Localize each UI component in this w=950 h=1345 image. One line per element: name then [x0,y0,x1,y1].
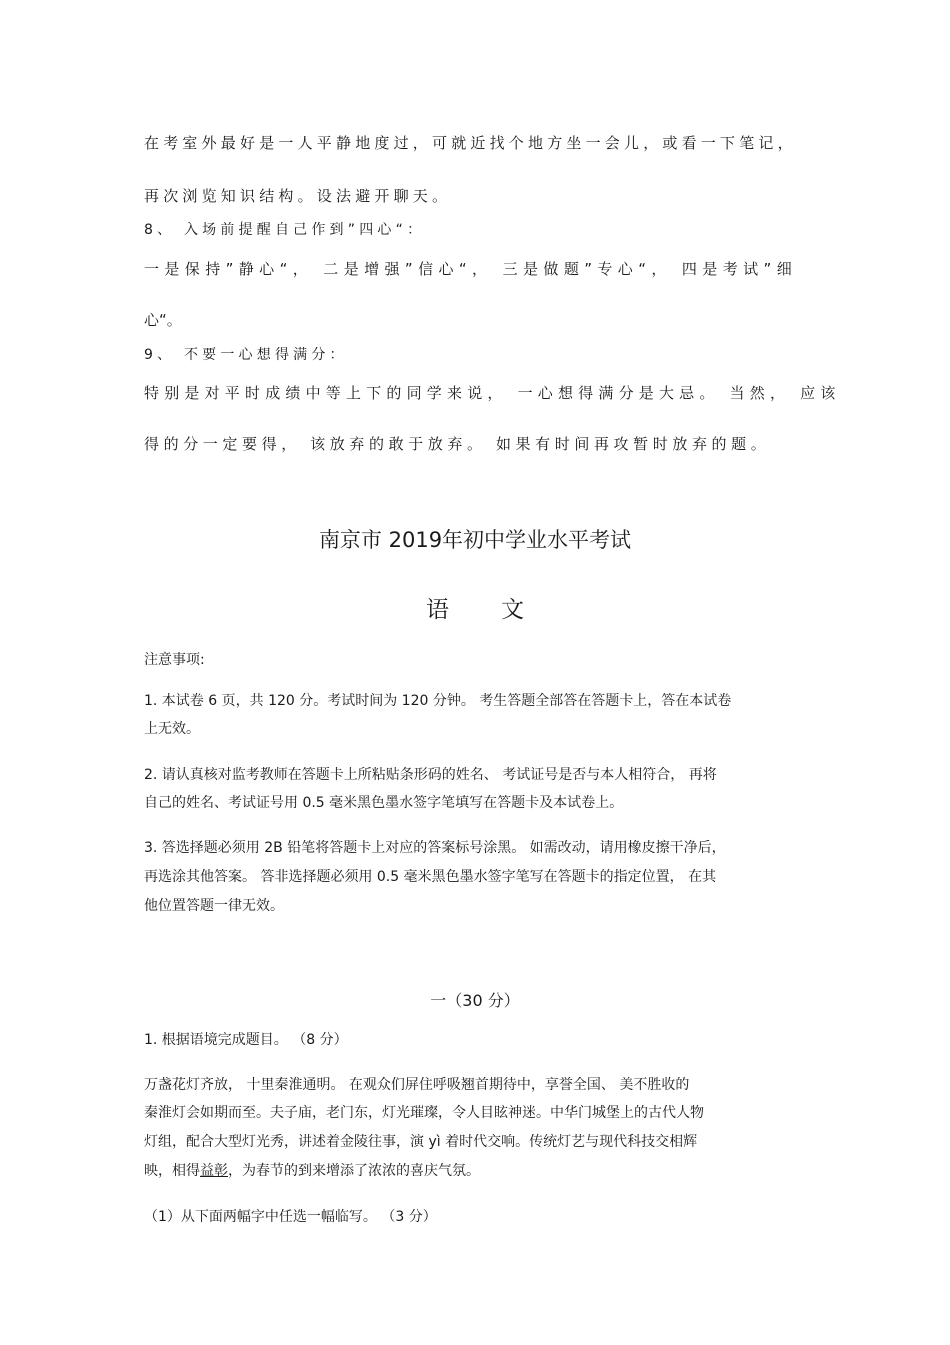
passage-line-4-start: 映，相得 [144,1163,200,1179]
question-1-sub-1: （1）从下面两幅字中任选一幅临写。 （3 分） [144,1209,437,1225]
prev-line-2: 再次浏览知识结构。设法避开聊天。 [144,187,452,205]
subject-char-1: 语 [426,597,449,623]
question-1-heading: 1. 根据语境完成题目。 （8 分） [144,1032,348,1048]
underlined-word: 益彰 [200,1163,228,1179]
prev-line-1: 在考室外最好是一人平静地度过，可就近找个地方坐一会儿，或看一下笔记， [144,134,797,152]
notice-2-line-2: 自己的姓名、考试证号用 0.5 毫米黑色墨水签字笔填写在答题卡及本试卷上。 [144,795,624,811]
tip-9-heading: 9、 不要一心想得满分： [144,347,348,363]
notice-heading: 注意事项: [144,652,205,668]
exam-subject [0,591,950,624]
passage-line-4-end: ，为春节的到来增添了浓浓的喜庆气氛。 [228,1163,480,1179]
passage-line-4 [144,1161,480,1181]
prev-line-8: 得的分一定要得， 该放弃的敢于放弃。 如果有时间再攻暂时放弃的题。 [144,435,771,453]
notice-1-line-2: 上无效。 [144,721,200,737]
passage-line-3: 灯组，配合大型灯光秀，讲述着金陵往事，演 yì 着时代交响。传统灯艺与现代科技交相辉 [144,1134,698,1150]
passage-line-2: 秦淮灯会如期而至。夫子庙，老门东，灯光璀璨，令人目眩神迷。中华门城堡上的古代人物 [144,1105,704,1121]
prev-line-5: 心“。 [144,311,182,329]
exam-title: 南京市 2019年初中学业水平考试 [318,528,632,552]
notice-3-line-1: 3. 答选择题必须用 2B 铅笔将答题卡上对应的答案标号涂黑。 如需改动，请用橡皮擦干净后， [144,840,726,856]
tip-8-heading: 8、 入场前提醒自己作到”四心“： [144,222,426,238]
subject-char-2: 文 [501,597,524,623]
notice-1-line-1: 1. 本试卷 6 页，共 120 分。考试时间为 120 分钟。 考生答题全部答在答题卡上，答在本试卷 [144,693,732,709]
prev-line-4: 一是保持”静心“， 二是增强”信心“， 三是做题”专心“， 四是考试”细 [144,260,798,278]
notice-3-line-3: 他位置答题一律无效。 [144,898,284,914]
passage-line-1: 万盏花灯齐放， 十里秦淮通明。 在观众们屏住呼吸翘首期待中，享誉全国、 美不胜收的 [144,1077,690,1093]
prev-line-7: 特别是对平时成绩中等上下的同学来说， 一心想得满分是大忌。 当然， 应该 [144,384,841,402]
section-heading: 一（30 分） [430,991,520,1010]
notice-3-line-2: 再选涂其他答案。 答非选择题必须用 0.5 毫米黑色墨水签字笔写在答题卡的指定位置， 在其 [144,869,717,885]
notice-2-line-1: 2. 请认真核对监考教师在答题卡上所粘贴条形码的姓名、 考试证号是否与本人相符合， 再将 [144,767,717,783]
